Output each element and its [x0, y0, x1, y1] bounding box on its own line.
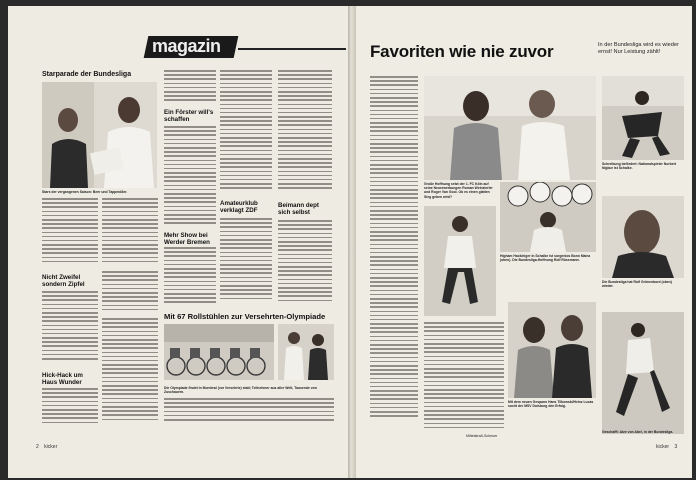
page-number: 3: [674, 444, 678, 450]
olympiade-headline: Mit 67 Rollstühlen zur Versehrten-Olympiade: [164, 312, 326, 321]
author-credit: Mittelstraß-Scheuer: [466, 434, 498, 438]
photo-caption: Die Bundesliga hat Rolf Grönenbord (oben) wieder.: [602, 280, 672, 289]
article-title: Mehr Show bei Werder Bremen: [164, 232, 210, 246]
photo-player-jump: [602, 312, 684, 434]
page-number: 2: [36, 444, 39, 450]
photo-caption: Geschafft: Atze von Abel, in der Bundesliga.: [602, 430, 674, 434]
magazine-spread: [8, 6, 692, 478]
brand-label: kicker: [44, 444, 58, 450]
body-text: [164, 126, 216, 230]
photo-goalkeeper: [602, 76, 684, 160]
photo-cologne-players: [424, 76, 596, 180]
article-title: Beimann dept sich selbst: [278, 202, 319, 216]
photo-caption: Stars der vergangenen Saison: Beer und Tappmöller.: [42, 190, 128, 194]
body-text: [42, 291, 98, 367]
body-text: [370, 76, 418, 436]
body-text: [102, 198, 158, 268]
body-text: [102, 271, 158, 313]
article-title: Amateurklub verklagt ZDF: [220, 200, 258, 214]
body-text: [220, 70, 272, 198]
magazin-label: magazin: [152, 36, 221, 56]
photo-coaches: [508, 302, 596, 398]
body-text: [278, 220, 332, 306]
photo-caption: Schreibung befördert: Nationalspieler Norbert Nigbur ist Schalke.: [602, 162, 677, 171]
right-page: [356, 6, 692, 478]
photo-wheelchairs: [164, 324, 274, 380]
main-headline: Favoriten wie nie zuvor: [370, 42, 554, 61]
article-title: Hick-Hack um Haus Wunder: [42, 372, 83, 386]
body-text: [278, 70, 332, 198]
subhead: In der Bundesliga wird es wieder ernst! Nur Leistung zählt!: [598, 42, 679, 55]
spine-gutter: [348, 6, 356, 478]
body-text: [424, 322, 504, 438]
photo-portrait: [602, 196, 684, 278]
body-text: [164, 70, 216, 106]
article-title: Ein Förster will's schaffen: [164, 109, 214, 123]
photo-caption: Higham Hackleiger in Schalke ist sorgenlos Bonn Mainz (oben). Die Bundesliga-Hoffnung Rolf Rüssmann.: [500, 254, 591, 263]
article-title: Nicht Zweifel sondern Zipfel: [42, 274, 85, 288]
body-text: [42, 198, 98, 268]
body-text: [102, 318, 158, 428]
photo-player-kick: [424, 206, 496, 316]
photo-players: [42, 82, 157, 188]
left-footer: [36, 444, 57, 450]
photo-caption: Mit dem neuen Gespann Hans Tilkowski/Heinz Lucas sucht der MSV Duisburg den Erfolg.: [508, 400, 594, 409]
right-footer: [656, 444, 677, 450]
body-text: [164, 247, 216, 307]
brand-label: kicker: [656, 444, 670, 450]
magazin-banner: [138, 34, 346, 58]
photo-athletes: [278, 324, 334, 380]
body-text: [42, 388, 98, 428]
olympiade-caption: Die Olympiade findet in Montreal (vor Versehrte) statt; Teilnehmer aus aller Welt, Tausende von Zuschauern.: [164, 386, 317, 395]
body-text: [164, 398, 334, 428]
body-text: [220, 218, 272, 306]
article-title: Starparade der Bundesliga: [42, 71, 132, 78]
photo-balls: [500, 182, 596, 252]
photo-caption: Große Hoffnung setzt der 1. FC Köln auf seine Neuerwerbungen Roman Weinzierler und Roger Van Gool. Ob es einen glatten Sieg geben wird?: [424, 182, 493, 199]
left-page: [8, 6, 348, 478]
